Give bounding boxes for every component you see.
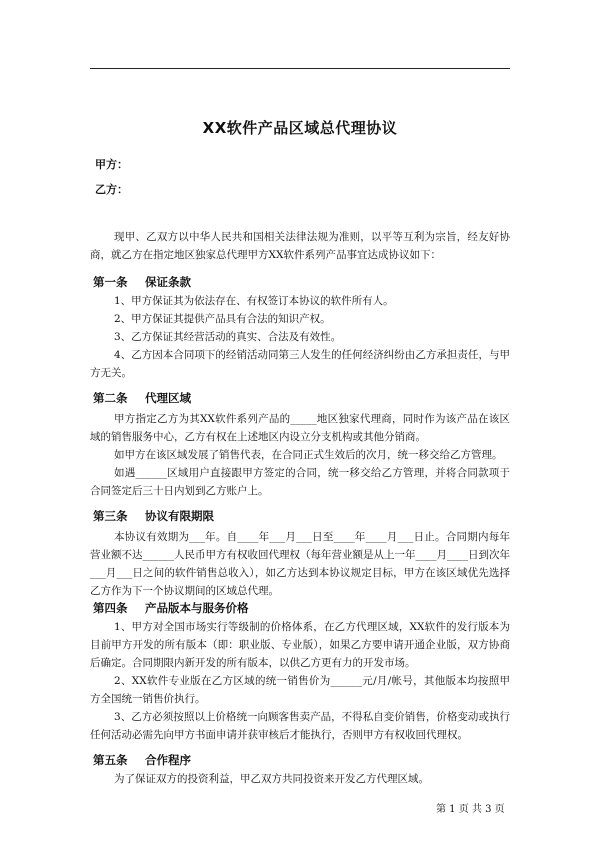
header-rule — [90, 68, 510, 69]
section-title: 合作程序 — [145, 753, 191, 767]
section-5-heading — [93, 752, 191, 768]
page-footer: 第 1 页 共 3 页 — [436, 804, 505, 815]
section-2-item-2: 如甲方在该区域发展了销售代表，在合同正式生效后的次月，统一移交给乙方管理。 — [114, 449, 503, 461]
page-title: XX软件产品区域总代理协议 — [202, 119, 398, 137]
section-2-item-3: 如遇______区域用户直接跟甲方签定的合同，统一移交给乙方管理，并将合同款项于合同签定后三十日内划到乙方账户上。 — [90, 467, 510, 497]
section-3-heading — [93, 508, 214, 524]
section-number: 第二条 — [93, 391, 128, 405]
section-4-heading — [93, 600, 249, 616]
section-1-item-3: 3、乙方保证其经营活动的真实、合法及有效性。 — [114, 331, 342, 343]
section-4-item-1: 1、甲方对全国市场实行等级制的价格体系，在乙方代理区域，XX软件的发行版本为目前甲方开发的所有版本（即：职业版、专业版），如果乙方要申请开通企业版，双方协商后确定。合同期限内新开发的所有版本，以供乙方更有力的开发市场。 — [90, 621, 510, 669]
section-5-item-1: 为了保证双方的投资利益，甲乙双方共同投资来开发乙方代理区域。 — [114, 773, 429, 785]
section-title: 保证条款 — [145, 275, 191, 289]
section-2-item-1: 甲方指定乙方为其XX软件系列产品的_____地区独家代理商，同时作为该产品在该区域的销售服务中心，乙方有权在上述地区内设立分支机构或其他分销商。 — [90, 413, 510, 443]
section-3-item-1: 本协议有效期为___年。自____年___月___日至____年____月___日止。合同期内每年营业额不达______人民币甲方有权收回代理权（每年营业额是从上一年____月____日到次年___月___日之间的软件销售总收入），如乙方达到本协议规定目标，甲方在该区域优先选择乙方作为下一个协议期间的区域总代理。 — [90, 531, 510, 597]
party-b-label: 乙方： — [95, 183, 128, 196]
section-2-heading — [93, 390, 191, 406]
section-title: 产品版本与服务价格 — [145, 601, 249, 615]
party-a-label: 甲方： — [95, 158, 128, 171]
section-1-heading — [93, 274, 191, 290]
section-number: 第三条 — [93, 509, 128, 523]
section-title: 代理区域 — [145, 391, 191, 405]
section-number: 第四条 — [93, 601, 128, 615]
section-1-item-4: 4、乙方因本合同项下的经销活动同第三人发生的任何经济纠纷由乙方承担责任，与甲方无关。 — [90, 349, 510, 379]
section-4-item-3: 3、乙方必须按照以上价格统一向顾客售卖产品，不得私自变价销售，价格变动或执行任何活动必需先向甲方书面申请并获审核后才能执行，否则甲方有权收回代理权。 — [90, 711, 510, 741]
section-1-item-2: 2、甲方保证其提供产品具有合法的知识产权。 — [114, 313, 331, 325]
section-1-item-1: 1、甲方保证其为依法存在、有权签订本协议的软件所有人。 — [114, 295, 394, 307]
section-title: 协议有限期限 — [145, 509, 214, 523]
section-4-item-2: 2、XX软件专业版在乙方区域的统一销售价为______元/月/帐号，其他版本均按照甲方全国统一销售价执行。 — [90, 675, 510, 705]
preamble-paragraph: 现甲、乙双方以中华人民共和国相关法律法规为准则，以平等互利为宗旨，经友好协商，就乙方在指定地区独家总代理甲方XX软件系列产品事宜达成协议如下： — [90, 231, 510, 261]
section-number: 第五条 — [93, 753, 128, 767]
section-number: 第一条 — [93, 275, 128, 289]
